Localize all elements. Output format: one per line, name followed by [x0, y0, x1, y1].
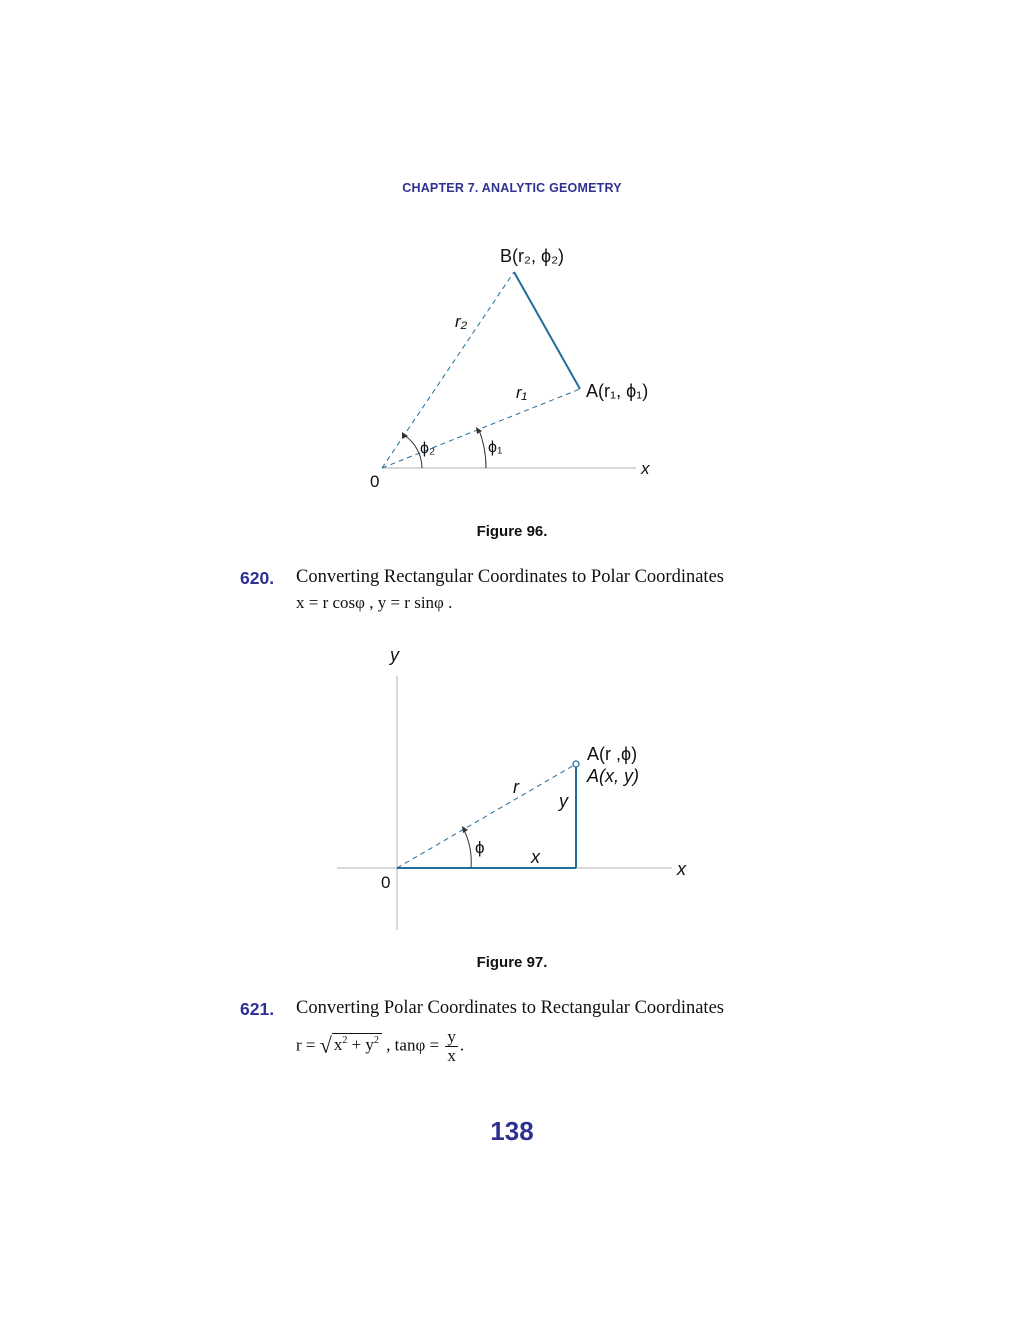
sqrt-sign: √: [319, 1032, 332, 1058]
radicand-y: + y: [347, 1035, 374, 1055]
r2-label: r₂: [455, 312, 468, 331]
r-dashed-line: [397, 764, 576, 868]
figure-97-caption: Figure 97.: [476, 954, 548, 971]
page-number: 138: [490, 1116, 534, 1146]
origin-label: 0: [381, 873, 391, 892]
r1-label: r₁: [516, 383, 528, 402]
section-621-formula: [296, 1028, 464, 1065]
fraction-numerator: y: [447, 1027, 456, 1046]
fraction-y-over-x: [445, 1028, 458, 1065]
phi-label: ϕ: [475, 838, 485, 857]
phi-arc: [464, 830, 471, 868]
section-620-formula: x = r cosφ , y = r sinφ .: [296, 593, 453, 612]
point-a-marker: [573, 761, 579, 767]
fraction-denominator: x: [447, 1046, 456, 1065]
r-label: r: [513, 777, 519, 797]
point-b-label: B(r₂, ϕ₂): [500, 246, 565, 266]
sqrt-radicand: [332, 1033, 382, 1054]
section-621-number: 621.: [240, 999, 275, 1019]
section-620-number: 620.: [240, 568, 275, 588]
exp-x: 2: [342, 1035, 348, 1047]
point-polar-label: A(r ,ϕ): [587, 744, 638, 764]
section-621-title: Converting Polar Coordinates to Rectangular Coordinates: [296, 998, 724, 1018]
chapter-header: CHAPTER 7. ANALYTIC GEOMETRY: [402, 181, 622, 195]
figure-96-caption: Figure 96.: [476, 523, 548, 540]
formula-end-dot: .: [459, 1035, 465, 1055]
y-axis-label: y: [390, 645, 399, 665]
x-axis-label: x: [677, 859, 686, 879]
point-a-label: A(r₁, ϕ₁): [586, 381, 649, 401]
y-segment-label: y: [559, 791, 568, 811]
r-equals: r =: [296, 1035, 316, 1055]
point-rect-label: A(x, y): [587, 766, 639, 786]
phi1-label: ϕ₁: [488, 439, 503, 456]
x-segment-label: x: [531, 847, 540, 867]
tan-equals: , tanφ =: [381, 1035, 440, 1055]
origin-label: 0: [370, 472, 380, 491]
x-axis-label: x: [641, 459, 650, 478]
section-620-title: Converting Rectangular Coordinates to Polar Coordinates: [296, 567, 724, 587]
exp-y: 2: [373, 1035, 379, 1047]
radicand-x: x: [333, 1035, 343, 1055]
phi2-label: ϕ₂: [420, 440, 436, 457]
